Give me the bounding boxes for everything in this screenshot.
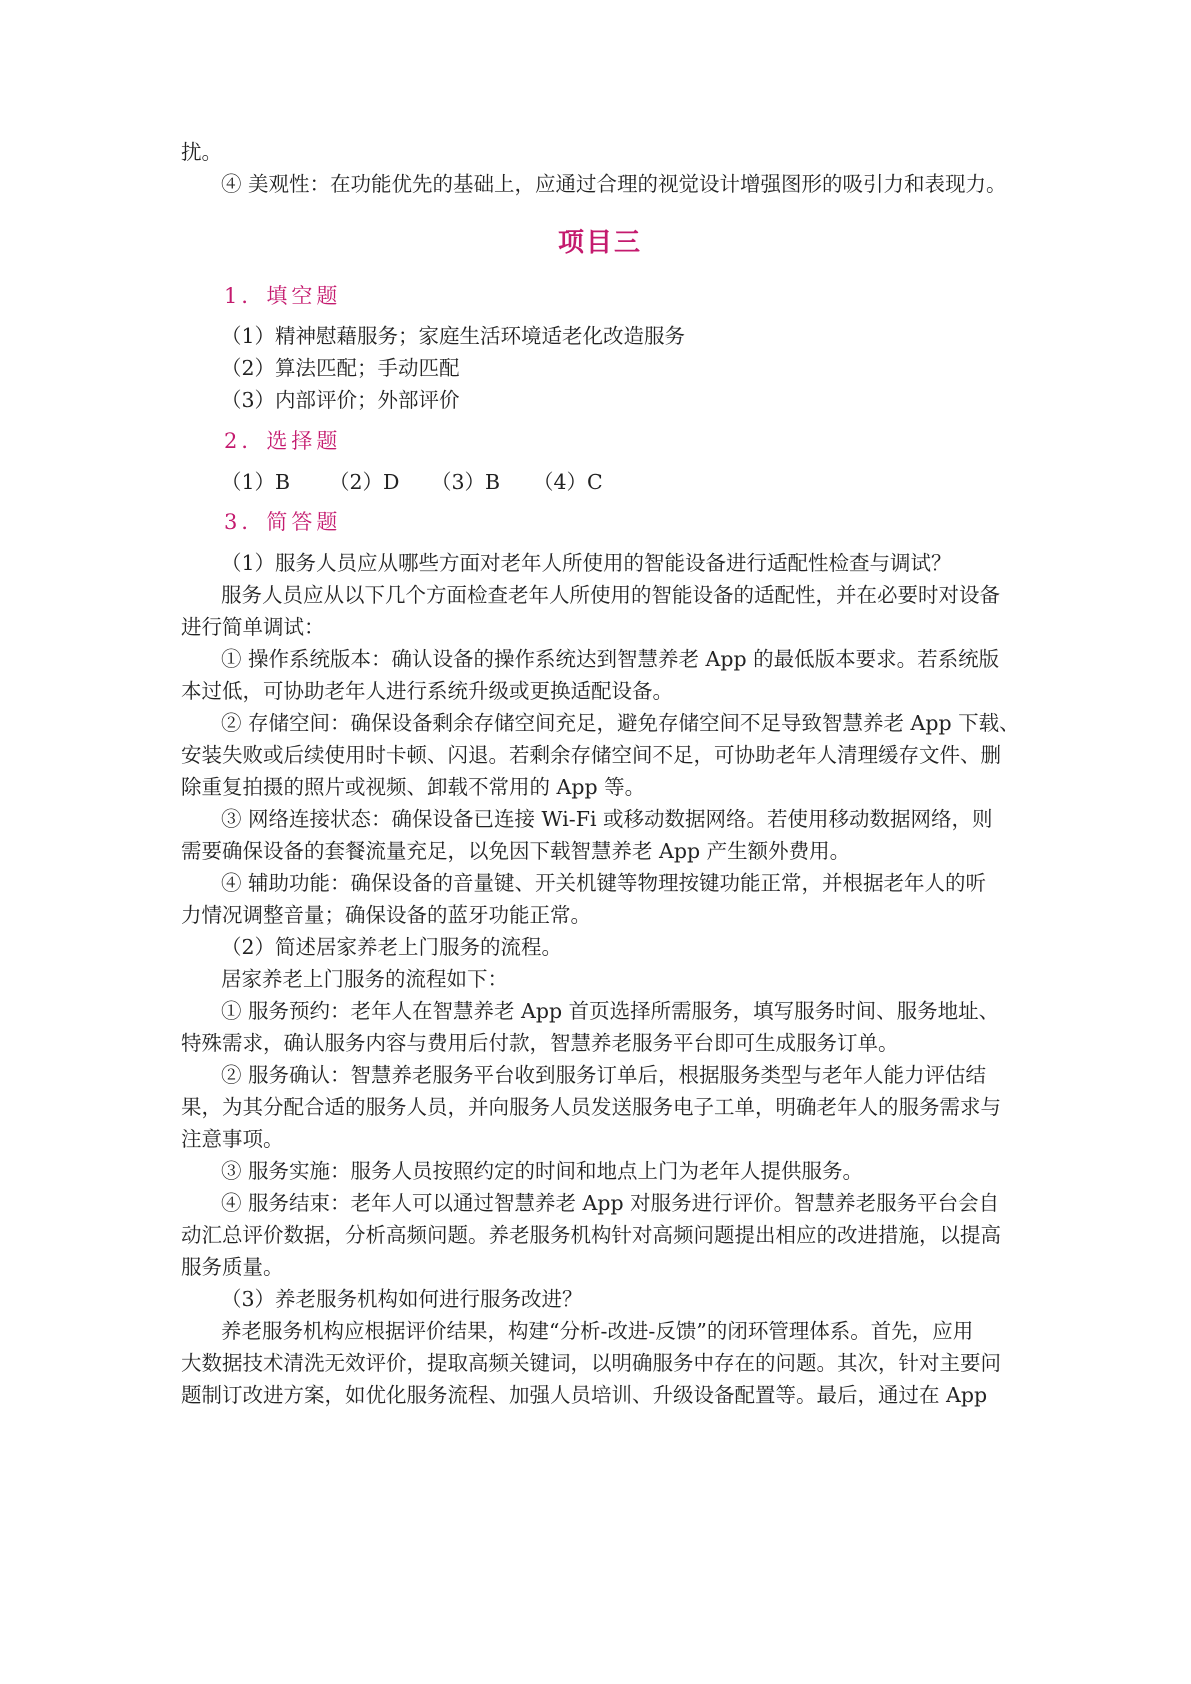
text-line: ③ 网络连接状态：确保设备已连接 Wi-Fi 或移动数据网络。若使用移动数据网络，则 — [221, 807, 993, 831]
choice-answer: （1）B — [221, 470, 291, 494]
text-line: （1）服务人员应从哪些方面对老年人所使用的智能设备进行适配性检查与调试？ — [221, 551, 952, 575]
text-line: ② 服务确认：智慧养老服务平台收到服务订单后，根据服务类型与老年人能力评估结 — [221, 1063, 987, 1087]
section-heading: 3．简答题 — [224, 510, 342, 534]
text-line: 特殊需求，确认服务内容与费用后付款，智慧养老服务平台即可生成服务订单。 — [181, 1031, 899, 1055]
text-line: 动汇总评价数据，分析高频问题。养老服务机构针对高频问题提出相应的改进措施，以提高 — [181, 1223, 1001, 1247]
text-line: ① 操作系统版本：确认设备的操作系统达到智慧养老 App 的最低版本要求。若系统版 — [221, 647, 1000, 671]
text-line: 进行简单调试： — [181, 615, 325, 639]
text-line: （3）养老服务机构如何进行服务改进？ — [221, 1287, 583, 1311]
text-line: 力情况调整音量；确保设备的蓝牙功能正常。 — [181, 903, 591, 927]
text-line: ② 存储空间：确保设备剩余存储空间充足，避免存储空间不足导致智慧养老 App 下载、 — [221, 711, 1020, 735]
text-line: 扰。 — [181, 140, 222, 164]
chapter-title: 项目三 — [557, 228, 642, 258]
text-line: ④ 美观性：在功能优先的基础上，应通过合理的视觉设计增强图形的吸引力和表现力。 — [221, 172, 1007, 196]
text-line: ④ 服务结束：老年人可以通过智慧养老 App 对服务进行评价。智慧养老服务平台会自 — [221, 1191, 1000, 1215]
text-line: ① 服务预约：老年人在智慧养老 App 首页选择所需服务，填写服务时间、服务地址、 — [221, 999, 1000, 1023]
text-line: 服务质量。 — [181, 1255, 284, 1279]
choice-answer: （3）B — [431, 470, 501, 494]
choice-answer: （4）C — [533, 470, 603, 494]
text-line: 题制订改进方案，如优化服务流程、加强人员培训、升级设备配置等。最后，通过在 App — [181, 1383, 988, 1407]
choice-answer: （2）D — [329, 470, 400, 494]
answer-line: （2）算法匹配；手动匹配 — [221, 356, 460, 380]
text-line: 居家养老上门服务的流程如下： — [221, 967, 508, 991]
text-line: 果，为其分配合适的服务人员，并向服务人员发送服务电子工单，明确老年人的服务需求与 — [181, 1095, 1001, 1119]
text-line: 服务人员应从以下几个方面检查老年人所使用的智能设备的适配性，并在必要时对设备 — [221, 583, 1000, 607]
text-line: 大数据技术清洗无效评价，提取高频关键词，以明确服务中存在的问题。其次，针对主要问 — [181, 1351, 1001, 1375]
text-line: 注意事项。 — [181, 1127, 284, 1151]
text-line: 除重复拍摄的照片或视频、卸载不常用的 App 等。 — [181, 775, 646, 799]
answer-line: （3）内部评价；外部评价 — [221, 388, 460, 412]
text-line: ④ 辅助功能：确保设备的音量键、开关机键等物理按键功能正常，并根据老年人的听 — [221, 871, 987, 895]
text-line: 需要确保设备的套餐流量充足，以免因下载智慧养老 App 产生额外费用。 — [181, 839, 851, 863]
text-line: 安装失败或后续使用时卡顿、闪退。若剩余存储空间不足，可协助老年人清理缓存文件、删 — [181, 743, 1001, 767]
text-line: （2）简述居家养老上门服务的流程。 — [221, 935, 563, 959]
section-heading: 1．填空题 — [224, 284, 342, 308]
text-line: 养老服务机构应根据评价结果，构建“分析-改进-反馈”的闭环管理体系。首先，应用 — [221, 1319, 974, 1343]
answer-line: （1）精神慰藉服务；家庭生活环境适老化改造服务 — [221, 324, 686, 348]
section-heading: 2．选择题 — [224, 429, 342, 453]
text-line: ③ 服务实施：服务人员按照约定的时间和地点上门为老年人提供服务。 — [221, 1159, 864, 1183]
text-line: 本过低，可协助老年人进行系统升级或更换适配设备。 — [181, 679, 673, 703]
